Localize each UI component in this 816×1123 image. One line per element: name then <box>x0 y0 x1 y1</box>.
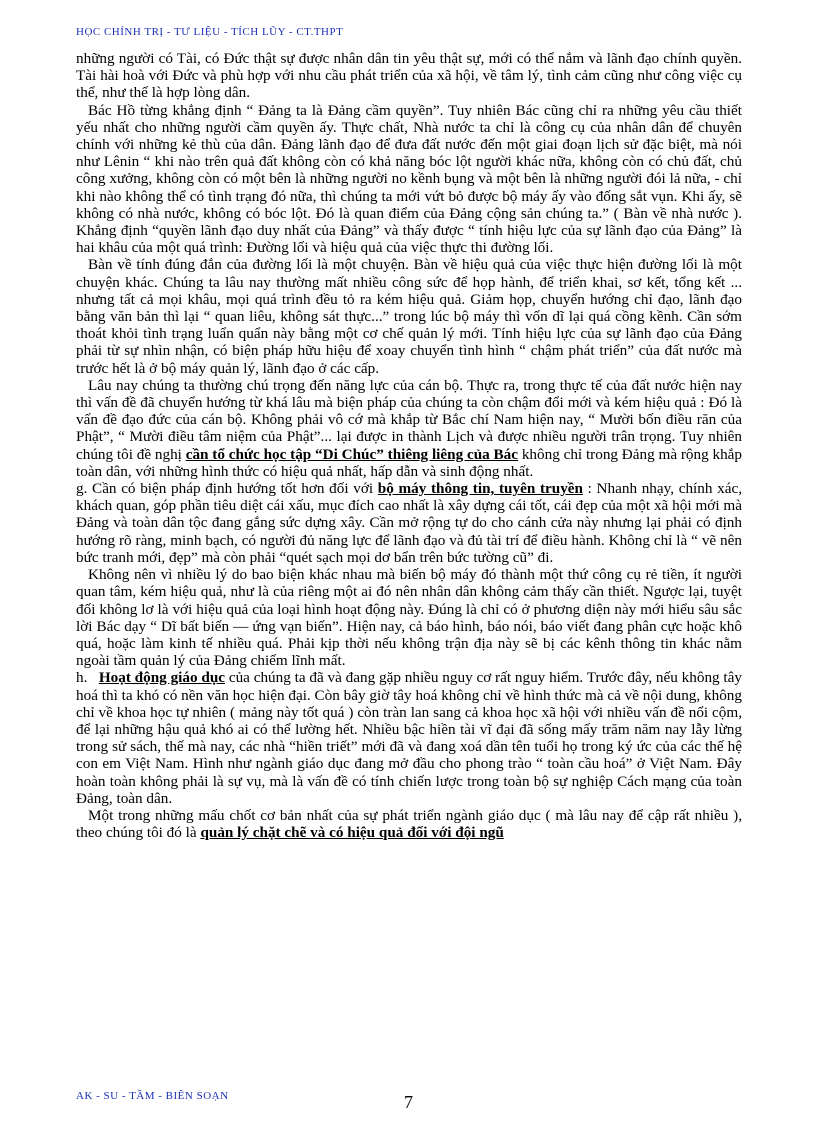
paragraph-4-text-a: Lâu nay chúng ta thường chú trọng đến năng lực của cán bộ. Thực ra, trong thực tế của đất nước hiện nay thì vấn đề đã chuyển hướng từ khá lâu mà biện pháp của chúng ta còn chậm đổi mới và kém hiệu quả : Đó là vấn đề đạo đức của cán bộ. Không phải vô cớ mà khắp từ Bắc chí Nam hiện nay, “ Mười bốn điều răn của Phật”, “ Mười điều tâm niệm của Phật”... lại được in thành Lịch và được nhiều người trân trọng. Tuy nhiên chúng tôi đề nghị <box>76 376 742 463</box>
page-header: HỌC CHÍNH TRỊ - TƯ LIỆU - TÍCH LŨY - CT.THPT <box>76 26 344 38</box>
page-footer: AK - SU - TẦM - BIÊN SOẠN <box>76 1090 229 1102</box>
paragraph-8-text-a: Một trong những mấu chốt cơ bản nhất của sự phát triển ngành giáo dục ( mà lâu nay để cập rất nhiều ), theo chúng tôi đó là <box>76 806 742 842</box>
paragraph-5 <box>76 480 742 566</box>
paragraph-6: Không nên vì nhiều lý do bao biện khác nhau mà biến bộ máy đó thành một thứ công cụ rẻ tiền, ít người quan tâm, kém hiệu quả, như là của riêng một ai đó nên nhân dân không cảm thấy cần thiết. Ngược lại, tuyệt đối không lơ là với hiệu quả của loại hình hoạt động này. Đúng là chỉ có ở phương diện này mới hiểu sâu sắc lời Bác dạy “ Dĩ bất biến — ứng vạn biến”. Hiện nay, cả báo hình, báo nói, báo viết đang phân cực hoặc khô quá, hoặc làm kinh tế nhiều quá. Phải kịp thời nếu không trận địa này sẽ bị các kênh thông tin khác nằm ngoài tầm quản lý của Đảng chiếm lĩnh mất. <box>76 566 742 670</box>
paragraph-7-emphasis: Hoạt động giáo dục <box>98 669 226 687</box>
paragraph-4 <box>76 377 742 480</box>
document-body <box>76 50 742 841</box>
paragraph-1: những người có Tài, có Đức thật sự được nhân dân tin yêu thật sự, mới có thể nắm và lãnh đạo chính quyền. Tài hài hoà với Đức và phù hợp với nhu cầu phát triển của xã hội, về tâm lý, tình cảm cũng như công việc cụ thể, như thế là hợp lòng dân. <box>76 50 742 102</box>
paragraph-4-text-b: không chỉ trong Đảng mà rộng khắp toàn dân, với những hình thức có hiệu quả nhất, hấp dẫn và sinh động nhất. <box>76 445 743 480</box>
paragraph-7 <box>76 669 742 807</box>
paragraph-4-emphasis: cần tổ chức học tập “Di Chúc” thiêng liêng của Bác <box>185 445 519 463</box>
paragraph-5-emphasis: bộ máy thông tin, tuyên truyền <box>377 480 583 498</box>
paragraph-8 <box>76 807 742 841</box>
paragraph-8-emphasis: quản lý chặt chẽ và có hiệu quả đối với đội ngũ <box>200 824 504 842</box>
paragraph-2: Bác Hồ từng khẳng định “ Đảng ta là Đảng cầm quyền”. Tuy nhiên Bác cũng chỉ ra những yêu cầu thiết yếu nhất cho những người cầm quyền ấy. Thực chất, Nhà nước ta chỉ là công cụ của nhân dân để chuyên chính với những kẻ thù của dân. Đảng lãnh đạo để đưa đất nước đến một giai đoạn lịch sử đặc biệt, mà nói như Lênin “ khi nào trên quả đất không còn có khả năng bóc lột người khác nữa, không còn có chủ đất, chủ công xưởng, không còn có một bên là những người no kềnh bụng và một bên là những người đói lả nữa, - chỉ khi nào không thể có tình trạng đó nữa, thì chúng ta mới vứt bỏ được bộ máy ấy vào đống sắt vụn. Khi ấy, sẽ không có nhà nước, không có bóc lột. Đó là quan điểm của Đảng cộng sản chúng ta.” ( Bàn về nhà nước ). Khẳng định “quyền lãnh đạo duy nhất của Đảng” và thấy được “ tính hiệu lực của sự lãnh đạo của Đảng” là hai khâu của một quá trình: Đường lối và hiệu quả của việc thực thi đường lối. <box>76 101 742 257</box>
paragraph-7-text: của chúng ta đã và đang gặp nhiều nguy cơ rất nguy hiểm. Trước đây, nếu không tây hoá thì ta khó có nền văn học hiện đại. Còn bây giờ tây hoá không chỉ về hình thức mà cả về nội dung, không chỉ về khoa học tự nhiên ( mảng này tốt quá ) còn tràn lan sang cả khoa học xã hội với nhiều vấn đề nổi cộm, để lại những hậu quả khó ai có thể lường hết. Nhiều bậc hiền tài vĩ đại đã sống mấy trăm năm nay lẫy lừng trong sử sách, thế mà nay, các nhà “hiền triết” mới đã và đang xoá dần tên tuổi họ trong ký ức của các thế hệ con em Việt Nam. Hình như ngành giáo dục đang mở đầu cho phong trào “ toàn cầu hoá” ở Việt Nam. Đây hoàn toàn không phải là sự vụ, mà là vấn đề có tính chiến lược trong toàn bộ sự nghiệp Cách mạng của toàn Đảng, toàn dân. <box>76 669 742 807</box>
paragraph-5-text-b: : Nhanh nhạy, chính xác, khách quan, góp phần tiêu diệt cái xấu, mục đích cao nhất là xây dựng cái tốt, cái đẹp của một xã hội mới mà Đảng và toàn dân tộc đang gắng sức dựng xây. Cần mở rộng tự do cho cánh cửa này nhưng lại phải có định hướng rõ ràng, minh bạch, có người đủ năng lực để lãnh đạo và đủ tài trí để điều hành. Không chỉ là “ vẽ nên bức tranh mới, đẹp” mà còn phải “quét sạch mọi dơ bẩn trên bức tường cũ” đi. <box>76 480 742 566</box>
paragraph-3: Bàn về tính đúng đắn của đường lối là một chuyện. Bàn về hiệu quả của việc thực hiện đường lối là một chuyện khác. Chúng ta lâu nay thường mất nhiều công sức để họp hành, để triển khai, sơ kết, tổng kết ... nhưng tất cả mọi khâu, mọi quá trình đều tỏ ra kém hiệu quả. Giảm họp, chuyển hướng chỉ đạo, lãnh đạo bằng văn bản thì lại “ quan liêu, không sát thực...” trong lúc bộ máy thì vốn dĩ lại quá cồng kềnh. Cần sớm thoát khỏi tình trạng luẩn quẩn này bằng một cơ chế quản lý mới. Tính hiệu lực của sự lãnh đạo của Đảng phải từ sự nhìn nhận, có biện pháp hữu hiệu để xoay chuyển tình hình “ chậm phát triển” của đất nước mà trước hết là ở bộ máy quản lý, lãnh đạo ở các cấp. <box>76 256 742 377</box>
paragraph-5-text-a: g. Cần có biện pháp định hướng tốt hơn đối với <box>76 480 374 498</box>
page-number: 7 <box>404 1092 413 1112</box>
paragraph-7-label: h. <box>76 669 88 687</box>
